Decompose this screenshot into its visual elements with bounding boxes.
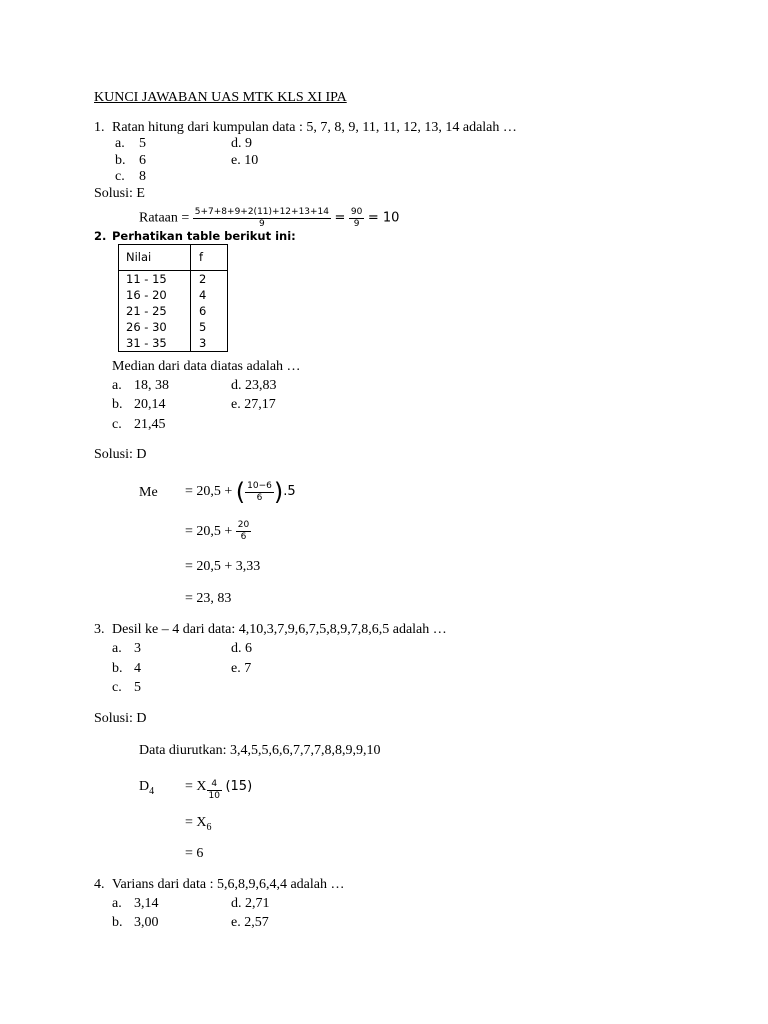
- table-cell: 31 - 35: [118, 335, 191, 351]
- q1-option-b-letter: b.: [115, 153, 126, 168]
- frequency-table: [118, 244, 228, 351]
- q2-number: 2.: [94, 229, 107, 243]
- q4-question: Varians dari data : 5,6,8,9,6,4,4 adalah …: [112, 877, 345, 892]
- q4-option-b-text: 3,00: [134, 915, 159, 930]
- q2-option-c-letter: c.: [112, 417, 122, 432]
- q2-option-b-letter: b.: [112, 397, 123, 412]
- q1-number: 1.: [94, 120, 105, 135]
- q3-option-c-letter: c.: [112, 680, 122, 695]
- q3-question: Desil ke – 4 dari data: 4,10,3,7,9,6,7,5,8,9,7,8,6,5 adalah …: [112, 622, 447, 637]
- table-cell: 6: [199, 304, 207, 318]
- q3-solution-label: Solusi: D: [94, 711, 147, 726]
- table-cell: 11 - 15: [118, 271, 191, 288]
- page-title: KUNCI JAWABAN UAS MTK KLS XI IPA: [94, 90, 347, 105]
- q3-option-d: d. 6: [231, 641, 252, 656]
- me-label: Me: [139, 485, 158, 500]
- q3-sorted-data: Data diurutkan: 3,4,5,5,6,6,7,7,7,8,8,9,9,10: [139, 743, 381, 758]
- q4-option-a-text: 3,14: [134, 896, 159, 911]
- q2-question: Perhatikan table berikut ini:: [112, 229, 296, 243]
- q3-option-e: e. 7: [231, 661, 252, 676]
- q4-option-e: e. 2,57: [231, 915, 269, 930]
- median-step-1: = 20,5 + ( $\frac{10-6}{6}$ ).5: [185, 478, 296, 506]
- decile-step-1: = X $\frac{4}{10}$ (15): [185, 779, 253, 801]
- q1-option-c-text: 8: [139, 169, 146, 184]
- q4-option-d: d. 2,71: [231, 896, 270, 911]
- q1-option-e: e. 10: [231, 153, 259, 168]
- q3-option-c-text: 5: [134, 680, 141, 695]
- rataan-result: = 10: [367, 210, 400, 226]
- q2-option-a-text: 18, 38: [134, 378, 169, 393]
- table-cell: 21 - 25: [118, 303, 191, 319]
- decile-subscript-fraction: $\frac{4}{10}$: [208, 779, 220, 801]
- q1-option-b-text: 6: [139, 153, 146, 168]
- q3-option-b-text: 4: [134, 661, 141, 676]
- q1-option-c-letter: c.: [115, 169, 125, 184]
- decile-step-2: = $X_6$: [185, 815, 212, 833]
- q2-option-c-text: 21,45: [134, 417, 166, 432]
- median-fraction-2: $\frac{20}{6}$: [237, 520, 250, 543]
- q1-solution-label: Solusi: E: [94, 186, 145, 201]
- q3-number: 3.: [94, 622, 105, 637]
- median-step-4: = 23, 83: [185, 591, 232, 606]
- q3-option-a-letter: a.: [112, 641, 122, 656]
- table-cell: 4: [199, 288, 207, 302]
- q3-option-a-text: 3: [134, 641, 141, 656]
- q2-prompt: Median dari data diatas adalah …: [112, 359, 301, 374]
- table-cell: 26 - 30: [118, 319, 191, 335]
- q1-option-a-text: 5: [139, 136, 146, 151]
- table-cell: 2: [199, 272, 207, 286]
- q1-option-d: d. 9: [231, 136, 252, 151]
- median-step-2: = 20,5 + $\frac{20}{6}$: [185, 520, 250, 543]
- paren-close: ): [273, 478, 284, 506]
- table-cell: 5: [199, 320, 207, 334]
- rataan-label: Rataan =: [139, 210, 190, 226]
- q3-option-b-letter: b.: [112, 661, 123, 676]
- q2-option-a-letter: a.: [112, 378, 122, 393]
- rataan-fraction-2: $\frac{90}{9}$: [350, 207, 363, 229]
- rataan-fraction: $\frac{5+7+8+9+2(11)+12+13+14}{9}$: [194, 207, 330, 229]
- q1-rataan-equation: Rataan = $\frac{5+7+8+9+2(11)+12+13+14}{9}$ = $\frac{90}{9}$ = 10: [139, 207, 400, 229]
- table-cell: 16 - 20: [118, 287, 191, 303]
- paren-open: (: [235, 478, 246, 506]
- q2-option-d: d. 23,83: [231, 378, 277, 393]
- d4-label: $D_4$: [139, 779, 155, 797]
- table-header-nilai: Nilai: [118, 244, 191, 271]
- q2-solution-label: Solusi: D: [94, 447, 147, 462]
- q4-number: 4.: [94, 877, 105, 892]
- median-fraction: $\frac{10-6}{6}$: [247, 480, 272, 503]
- q1-question: Ratan hitung dari kumpulan data : 5, 7, 8, 9, 11, 11, 12, 13, 14 adalah …: [112, 120, 517, 135]
- q4-option-a-letter: a.: [112, 896, 122, 911]
- q4-option-b-letter: b.: [112, 915, 123, 930]
- q2-option-e: e. 27,17: [231, 397, 276, 412]
- q1-option-a-letter: a.: [115, 136, 125, 151]
- decile-step-3: = 6: [185, 846, 204, 861]
- median-step-3: = 20,5 + 3,33: [185, 559, 261, 574]
- table-header-f: f: [191, 244, 229, 271]
- q2-option-b-text: 20,14: [134, 397, 166, 412]
- table-cell: 3: [199, 336, 207, 350]
